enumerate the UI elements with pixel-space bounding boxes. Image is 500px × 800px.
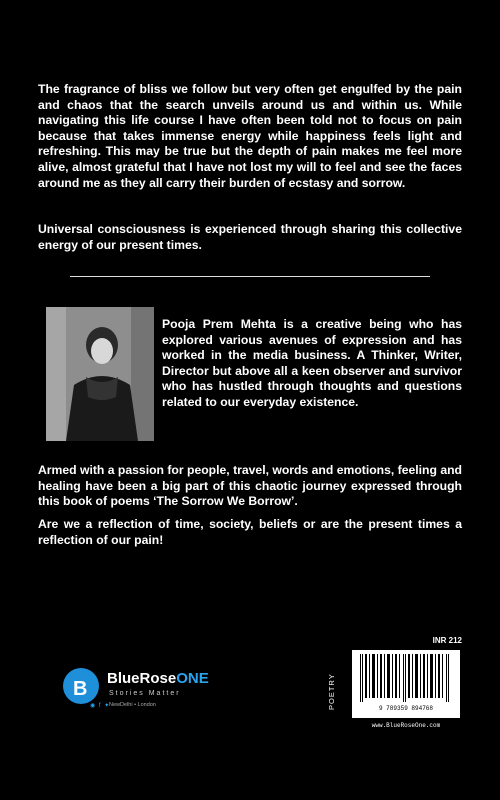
blurb-paragraph-2: Universal consciousness is experienced through sharing this collective energy of our present times. (38, 222, 462, 252)
category-label: POETRY (327, 673, 336, 710)
publisher-website[interactable]: www.BlueRoseOne.com (371, 722, 441, 729)
closing-paragraph-2: Are we a reflection of time, society, beliefs or are the present times a reflection of our pain! (38, 517, 462, 547)
isbn-number: 9 789359 894768 (378, 705, 433, 712)
publisher-logo (63, 662, 209, 722)
divider-line (70, 276, 430, 277)
publisher-b-icon: B (63, 668, 99, 704)
publisher-tagline: Stories Matter (109, 690, 181, 697)
price-label: INR 212 (432, 636, 462, 645)
author-photo (46, 307, 154, 441)
publisher-locations: NewDelhi • London (109, 702, 156, 708)
publisher-name: BlueRoseONE (107, 670, 209, 687)
social-icons: ◉ f ✦ (90, 703, 111, 709)
author-bio: Pooja Prem Mehta is a creative being who has explored various avenues of expression and has worked in the media business. A Thinker, Writer, Director but above all a keen observer and survivor who has hustled through thoughts and questions related to our everyday existence. (162, 317, 462, 409)
closing-paragraph-1: Armed with a passion for people, travel, words and emotions, feeling and healing have been a big part of this chaotic journey expressed through this book of poems ‘The Sorrow We Borrow’. (38, 463, 462, 509)
blurb-paragraph-1: The fragrance of bliss we follow but very often get engulfed by the pain and chaos that the search unveils around us and within us. While navigating this life course I have often been told not to focus on pain because that takes immense energy while happiness feels light and refreshing. This may be true but the depth of pain makes me feel more alive, almost grateful that I have not lost my will to feel and see the faces around me as they all carry their burden of ecstasy and sorrow. (38, 82, 462, 190)
